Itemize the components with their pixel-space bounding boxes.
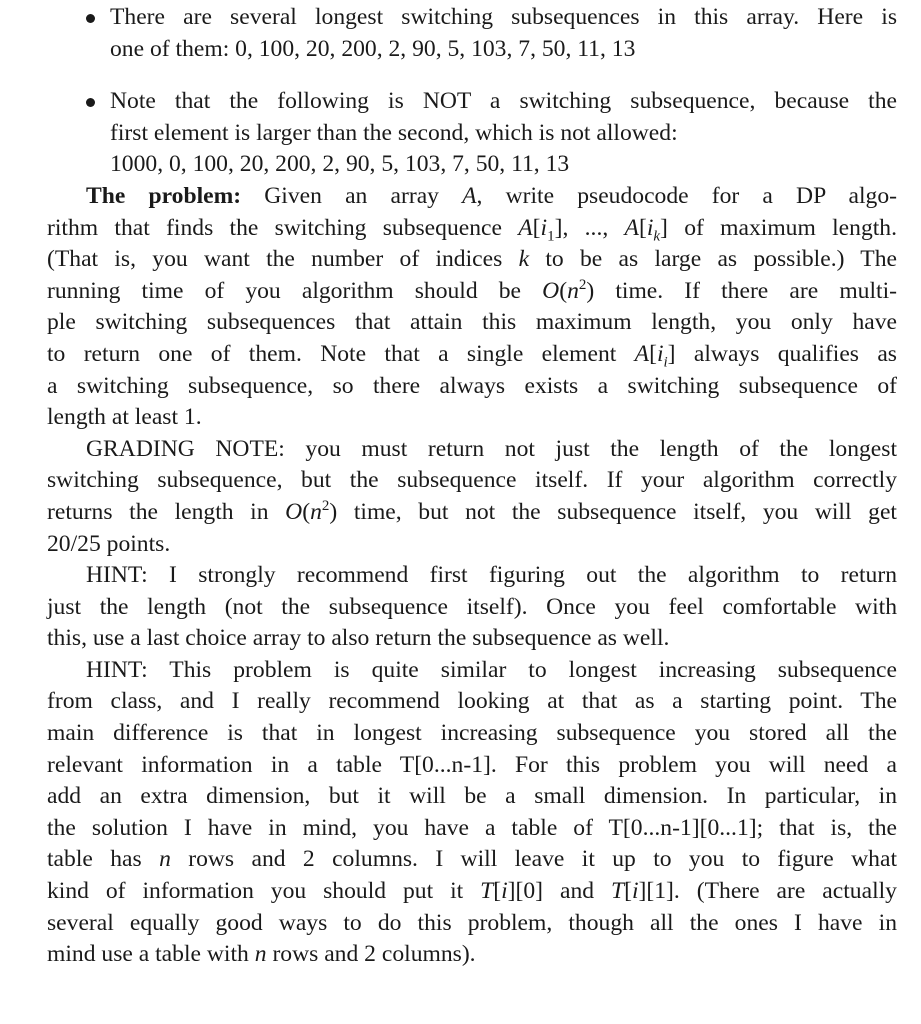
bullet-icon <box>86 98 95 107</box>
bullet-item-longest-example <box>47 2 897 65</box>
bullet-item-not-switching <box>47 86 897 181</box>
bullet-2-line-1: Note that the following is NOT a switching subsequence, because the <box>110 88 897 115</box>
table-cell-notation-0: T[i][0] <box>480 878 544 905</box>
bullet-2-line-2: first element is larger than the second, which is not allowed: <box>110 119 678 146</box>
grading-note-paragraph: GRADING NOTE: you must return not just the length of the longest switching subsequence, but the subsequence itself. If your algorithm correctly returns the length in $O(n^2)$ time, but not the subsequence itself, you will get 20/25 points. <box>47 435 897 557</box>
subsequence-notation: $A[i_1]$, ..., $A[i_k]$ <box>518 214 668 245</box>
problem-paragraph: The problem: Given an array A, write pseudocode for a DP algo- rithm that finds the switching subsequence $A[i_1]$, ..., $A[i_k]$ of maximum length. (That is, you want the number of indices k to be as large as possible.) The running time of you algorithm should be $O(n^2)$ time. If there are multi- ple switching subsequences that attain this maximum length, you only have to return one of them. Note that a single element $A[i_i]$ always qualifies as a switching subsequence, so there always exists a switching subsequence of length at least 1. <box>47 182 897 431</box>
complexity-notation: $O(n^2)$ <box>542 276 595 304</box>
bullet-1-line-1: There are several longest switching subsequences in this array. Here is <box>110 4 897 30</box>
bullet-icon <box>86 14 95 23</box>
document-page <box>47 0 897 971</box>
problem-heading: The problem: <box>86 182 242 209</box>
complexity-notation: $O(n^2)$ <box>285 498 338 525</box>
table-cell-notation-1: T[i][1] <box>611 878 674 905</box>
element-notation: $A[i_i]$ <box>634 340 676 371</box>
bullet-2-line-3: 1000, 0, 100, 20, 200, 2, 90, 5, 103, 7, 50, 11, 13 <box>110 151 570 178</box>
hint-1-paragraph: HINT: I strongly recommend first figuring out the algorithm to return just the length (not the subsequence itself). Once you feel comfortable with this, use a last choice array to also return the subsequence as well. <box>47 562 897 652</box>
hint-2-paragraph: HINT: This problem is quite similar to longest increasing subsequence from class, and I really recommend looking at that as a starting point. The main difference is that in longest increasing subsequence you stored all the relevant information in a table T[0...n-1]. For this problem you will need a add an extra dimension, but it will be a small dimension. In particular, in the solution I have in mind, you have a table of T[0...n-1][0...1]; that is, the table has n rows and 2 columns. I will leave it up to you to figure what kind of information you should put it T[i][0] and T[i][1]. (There are actually several equally good ways to do this problem, though all the ones I have in mind use a table with n rows and 2 columns). <box>47 656 897 968</box>
bullet-1-line-2: one of them: 0, 100, 20, 200, 2, 90, 5, 103, 7, 50, 11, 13 <box>110 35 636 62</box>
